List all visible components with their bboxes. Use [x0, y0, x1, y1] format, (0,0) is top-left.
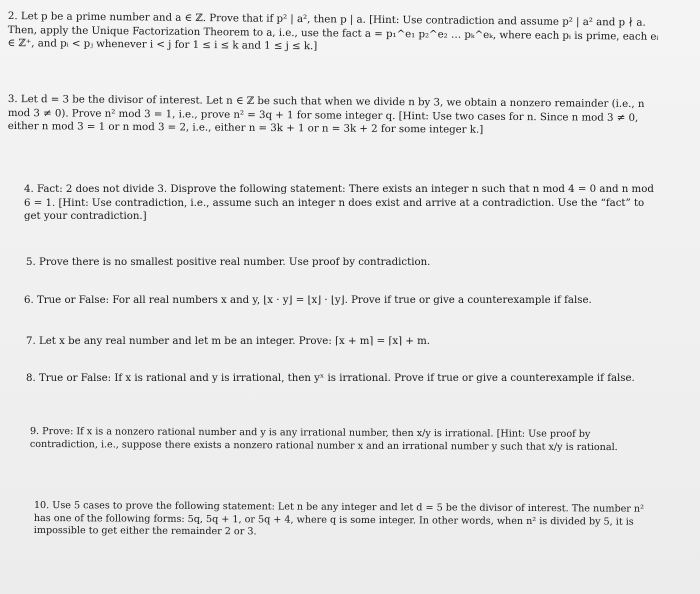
problem-3: 3. Let d = 3 be the divisor of interest. Let n ∈ ℤ be such that when we divide n by 3, we obtain a nonzero remainder (i.e., n mod 3 ≠ 0). Prove n² mod 3 = 1, i.e., prove n² = 3q + 1 for some integer q. [Hint: Use two cases for n. Since n mod 3 ≠ 0, either n mod 3 = 1 or n mod 3 = 2, i.e., either n = 3k + 1 or n = 3k + 2 for some integer k.]: [7, 93, 645, 136]
problem-2: 2. Let p be a prime number and a ∈ ℤ. Prove that if p² | a², then p | a. [Hint: Use contradiction and assume p² | a² and p ∤ a. Then, apply the Unique Factorization Theorem to a, i.e., use the fact a = p₁^e₁ p₂^e₂ … pₖ^eₖ, where each pᵢ is prime, each eᵢ ∈ ℤ⁺, and pᵢ < pⱼ whenever i < j for 1 ≤ i ≤ k and 1 ≤ j ≤ k.]: [7, 10, 659, 53]
problem-8: 8. True or False: If x is rational and y is irrational, then yˣ is irrational. Prove if true or give a counterexample if false.: [26, 373, 635, 384]
problem-5: 5. Prove there is no smallest positive real number. Use proof by contradiction.: [26, 257, 431, 268]
problem-9: 9. Prove: If x is a nonzero rational number and y is any irrational number, then x/y is irrational. [Hint: Use proof by contradiction, i.e., suppose there exists a nonzero rational number x and an irrational number y such that x/y is rational.: [29, 426, 618, 453]
problem-10: 10. Use 5 cases to prove the following statement: Let n be any integer and let d = 5 be the divisor of interest. The number n² has one of the following forms: 5q, 5q + 1, or 5q + 4, where q is some integer. In other words, when n² is divided by 5, it is impossible to get either the remainder 2 or 3.: [33, 500, 644, 538]
problem-6: 6. True or False: For all real numbers x and y, ⌊x · y⌋ = ⌊x⌋ · ⌊y⌋. Prove if true or give a counterexample if false.: [24, 295, 592, 306]
problem-4: 4. Fact: 2 does not divide 3. Disprove the following statement: There exists an integer n such that n mod 4 = 0 and n mod 6 = 1. [Hint: Use contradiction, i.e., assume such an integer n does exist and arrive at a contradiction. Use the “fact” to get your contradiction.]: [24, 184, 654, 222]
problem-7: 7. Let x be any real number and let m be an integer. Prove: ⌈x + m⌉ = ⌈x⌉ + m.: [26, 336, 430, 347]
